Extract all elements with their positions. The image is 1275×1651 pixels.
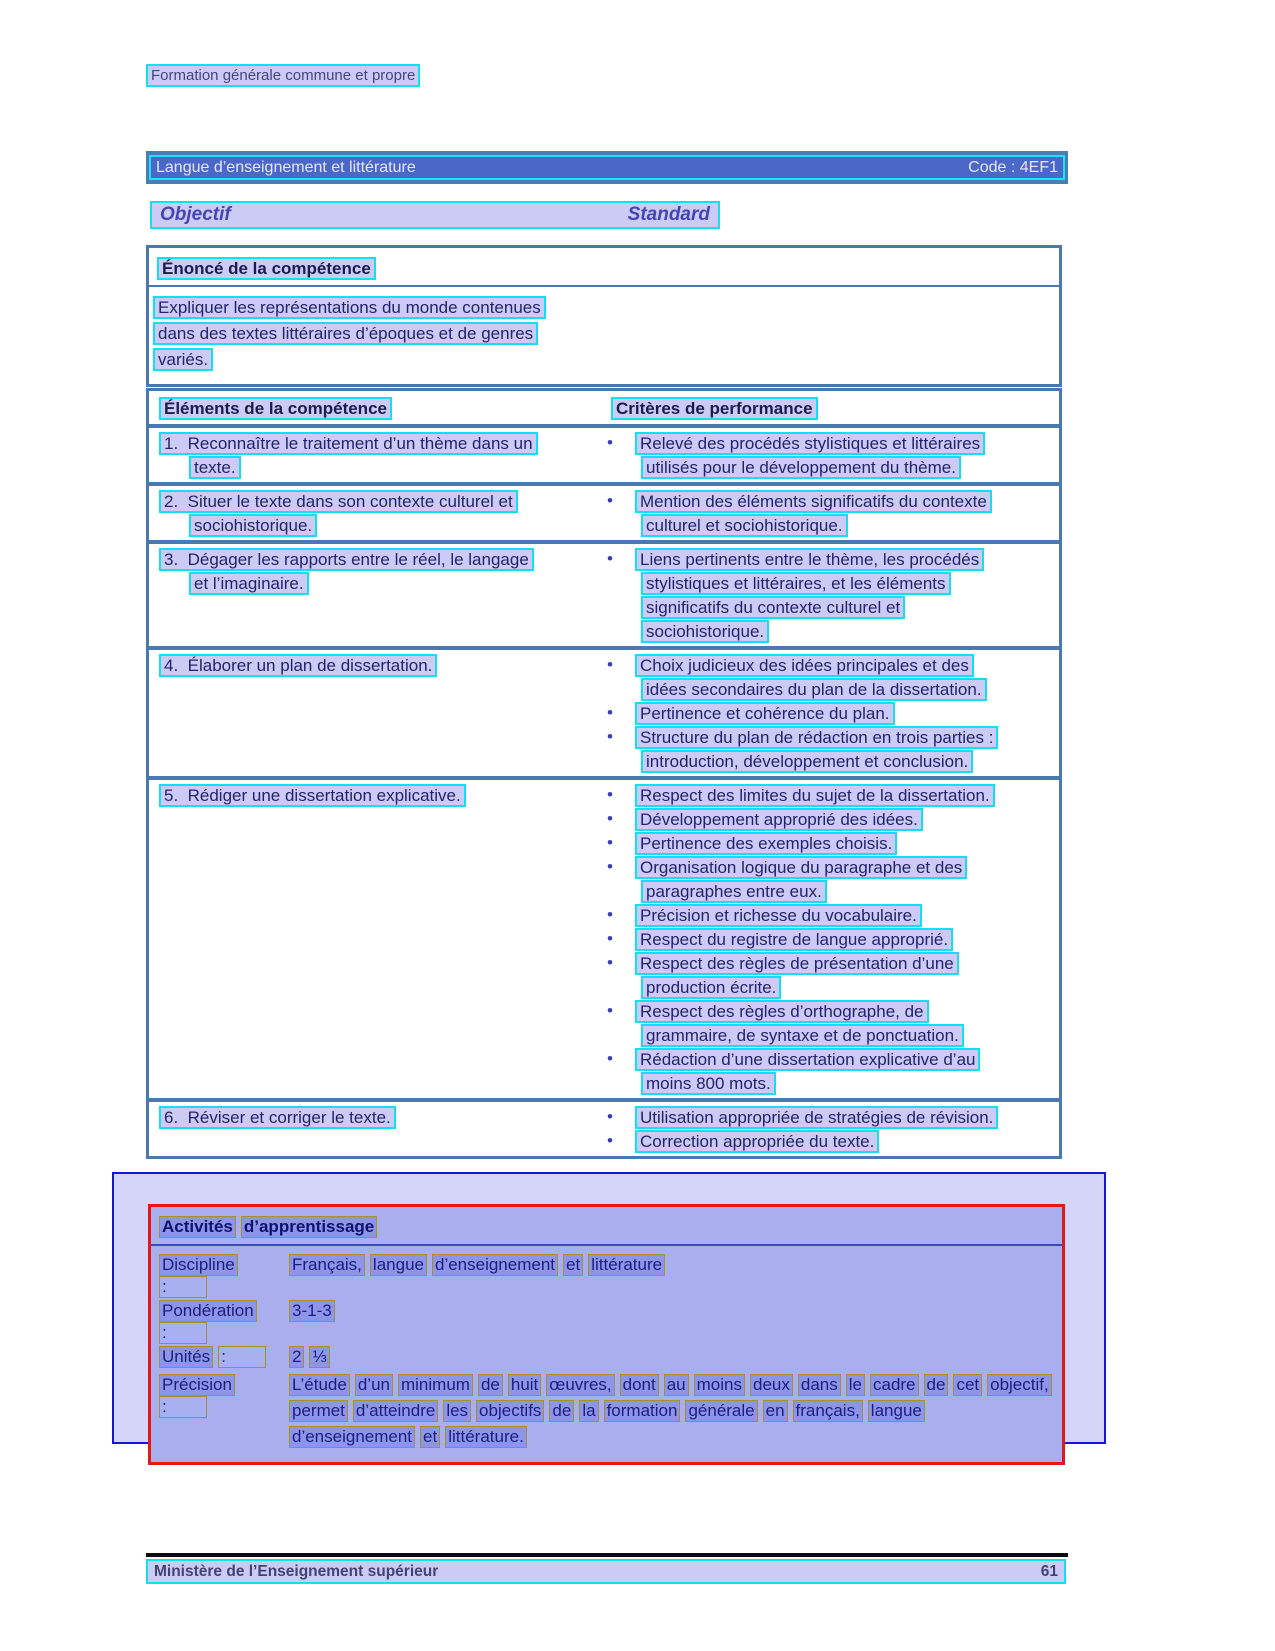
word-box: générale xyxy=(685,1400,757,1422)
word-box: littérature. xyxy=(445,1426,527,1448)
word-box: formation xyxy=(604,1400,681,1422)
bullet-marker: • xyxy=(607,433,613,452)
criterion-line xyxy=(601,548,1059,571)
highlight-box: Correction appropriée du texte. xyxy=(635,1130,879,1153)
bullet-marker: • xyxy=(607,857,613,876)
word-box: objectif, xyxy=(987,1374,1052,1396)
col2-header-cell xyxy=(611,397,1059,420)
criterion-line xyxy=(601,1130,1059,1153)
word-box: permet xyxy=(289,1400,348,1422)
highlight-box: Respect des règles d’orthographe, de xyxy=(635,1000,929,1023)
activity-label: Pondération xyxy=(159,1300,257,1322)
word-box: 2 xyxy=(289,1346,304,1368)
enonce-line xyxy=(153,322,1059,345)
highlight-box: paragraphes entre eux. xyxy=(641,880,827,903)
bullet-marker: • xyxy=(607,1049,613,1068)
activity-label-cell xyxy=(159,1254,289,1298)
criterion-line xyxy=(601,1000,1059,1023)
highlight-box: variés. xyxy=(153,348,213,371)
activity-label-cell xyxy=(159,1300,289,1344)
highlight-box: Développement approprié des idées. xyxy=(635,808,923,831)
table-row xyxy=(149,428,1059,482)
word-box: L’étude xyxy=(289,1374,350,1396)
word-box: d’un xyxy=(355,1374,393,1396)
highlight-box: introduction, développement et conclusion. xyxy=(641,750,973,773)
enonce-line xyxy=(153,348,1059,371)
criterion-line xyxy=(601,1048,1059,1071)
element-line xyxy=(159,654,601,677)
criterion-line xyxy=(601,832,1059,855)
word-box: 3-1-3 xyxy=(289,1300,335,1322)
word-box: de xyxy=(924,1374,949,1396)
activity-colon: : xyxy=(218,1346,266,1368)
highlight-box: culturel et sociohistorique. xyxy=(641,514,848,537)
word-box: de xyxy=(549,1400,574,1422)
highlight-box: Pertinence et cohérence du plan. xyxy=(635,702,895,725)
row-left-cell xyxy=(149,784,601,1096)
word-box: langue xyxy=(868,1400,925,1422)
highlight-box: 6. Réviser et corriger le texte. xyxy=(159,1106,396,1129)
activities-row xyxy=(159,1346,1062,1372)
highlight-box: 2. Situer le texte dans son contexte culturel et xyxy=(159,490,518,513)
activities-separator xyxy=(151,1244,1062,1246)
activity-colon: : xyxy=(159,1276,207,1298)
element-line xyxy=(159,490,601,513)
highlight-box: idées secondaires du plan de la dissertation. xyxy=(641,678,987,701)
highlight-box: utilisés pour le développement du thème. xyxy=(641,456,961,479)
word-box: moins xyxy=(694,1374,745,1396)
value-line xyxy=(289,1426,1062,1448)
highlight-box: Rédaction d’une dissertation explicative d’au xyxy=(635,1048,980,1071)
table-row xyxy=(149,650,1059,776)
table-row xyxy=(149,486,1059,540)
bullet-marker: • xyxy=(607,809,613,828)
highlight-box: significatifs du contexte culturel et xyxy=(641,596,905,619)
col2-header: Critères de performance xyxy=(611,397,818,420)
word-box: objectifs xyxy=(476,1400,544,1422)
enonce-body xyxy=(149,287,1059,384)
standard-label: Standard xyxy=(627,204,710,225)
criterion-line xyxy=(601,1106,1059,1129)
title-bar xyxy=(146,151,1068,184)
value-line xyxy=(289,1374,1062,1396)
row-right-cell xyxy=(601,432,1059,480)
bullet-marker: • xyxy=(607,785,613,804)
activity-value-cell xyxy=(289,1374,1062,1452)
highlight-box: Choix judicieux des idées principales et des xyxy=(635,654,974,677)
enonce-header: Énoncé de la compétence xyxy=(157,257,376,280)
value-line xyxy=(289,1400,1062,1422)
criterion-line xyxy=(601,514,1059,537)
word-box: au xyxy=(664,1374,689,1396)
activities-box xyxy=(148,1204,1065,1465)
highlight-box: texte. xyxy=(189,456,241,479)
bullet-marker: • xyxy=(607,929,613,948)
highlight-box: Respect du registre de langue approprié. xyxy=(635,928,953,951)
element-line xyxy=(159,432,601,455)
activity-value-cell xyxy=(289,1300,1062,1344)
criterion-line xyxy=(601,1072,1059,1095)
criterion-line xyxy=(601,808,1059,831)
bullet-marker: • xyxy=(607,703,613,722)
word-box: en xyxy=(763,1400,788,1422)
activity-label: Précision xyxy=(159,1374,235,1396)
row-right-cell xyxy=(601,784,1059,1096)
criterion-line xyxy=(601,702,1059,725)
row-right-cell xyxy=(601,490,1059,538)
highlight-box: Organisation logique du paragraphe et des xyxy=(635,856,967,879)
competence-table xyxy=(146,388,1062,1159)
criterion-line xyxy=(601,880,1059,903)
word-box: d’atteindre xyxy=(353,1400,438,1422)
highlight-box: production écrite. xyxy=(641,976,781,999)
highlight-box: Expliquer les représentations du monde contenues xyxy=(153,296,546,319)
highlight-box: stylistiques et littéraires, et les éléments xyxy=(641,572,951,595)
element-line xyxy=(159,784,601,807)
row-left-cell xyxy=(149,432,601,480)
activity-label-cell xyxy=(159,1374,289,1452)
word-box: deux xyxy=(750,1374,793,1396)
highlight-box: et l’imaginaire. xyxy=(189,572,309,595)
word-box: ⅓ xyxy=(309,1346,329,1368)
word-box: dans xyxy=(798,1374,841,1396)
bullet-marker: • xyxy=(607,905,613,924)
word-box: langue xyxy=(370,1254,427,1276)
highlight-box: moins 800 mots. xyxy=(641,1072,776,1095)
activity-value-cell xyxy=(289,1254,1062,1298)
criterion-line xyxy=(601,490,1059,513)
highlight-box: Précision et richesse du vocabulaire. xyxy=(635,904,922,927)
criterion-line xyxy=(601,784,1059,807)
document-code: Code : 4EF1 xyxy=(968,158,1058,176)
element-line xyxy=(159,548,601,571)
activity-label-cell xyxy=(159,1346,289,1372)
bullet-marker: • xyxy=(607,1107,613,1126)
value-line xyxy=(289,1254,1062,1276)
footer-rule xyxy=(146,1553,1068,1557)
criterion-line xyxy=(601,750,1059,773)
highlight-box: Structure du plan de rédaction en trois parties : xyxy=(635,726,998,749)
value-line xyxy=(289,1346,1062,1368)
criterion-line xyxy=(601,952,1059,975)
criterion-line xyxy=(601,1024,1059,1047)
criterion-line xyxy=(601,432,1059,455)
criterion-line xyxy=(601,596,1059,619)
activity-value-cell xyxy=(289,1346,1062,1372)
word-box: la xyxy=(579,1400,598,1422)
enonce-box xyxy=(146,245,1062,387)
criterion-line xyxy=(601,654,1059,677)
bullet-marker: • xyxy=(607,1001,613,1020)
word-box: minimum xyxy=(398,1374,473,1396)
activities-row xyxy=(159,1300,1062,1344)
criterion-line xyxy=(601,678,1059,701)
row-left-cell xyxy=(149,1106,601,1154)
element-line xyxy=(189,572,601,595)
row-left-cell xyxy=(149,654,601,774)
footer-page-number: 61 xyxy=(1040,1562,1058,1580)
highlight-box: sociohistorique. xyxy=(189,514,317,537)
document-title: Langue d’enseignement et littérature xyxy=(156,158,416,176)
bullet-marker: • xyxy=(607,549,613,568)
word-box: littérature xyxy=(588,1254,665,1276)
running-header xyxy=(146,64,420,87)
footer-ministry: Ministère de l’Enseignement supérieur xyxy=(154,1562,439,1580)
row-right-cell xyxy=(601,654,1059,774)
word-box: d’enseignement xyxy=(432,1254,558,1276)
element-line xyxy=(189,456,601,479)
table-row xyxy=(149,1102,1059,1156)
criterion-line xyxy=(601,620,1059,643)
table-row xyxy=(149,544,1059,646)
element-line xyxy=(189,514,601,537)
bullet-marker: • xyxy=(607,1131,613,1150)
col1-header: Éléments de la compétence xyxy=(159,397,392,420)
row-right-cell xyxy=(601,548,1059,644)
word-box: et xyxy=(420,1426,440,1448)
highlight-box: Respect des règles de présentation d’une xyxy=(635,952,959,975)
activity-colon: : xyxy=(159,1322,207,1344)
word-box: œuvres, xyxy=(546,1374,614,1396)
word-box: dont xyxy=(620,1374,659,1396)
highlight-box: Relevé des procédés stylistiques et littéraires xyxy=(635,432,985,455)
objectif-standard-row xyxy=(150,201,720,229)
value-line xyxy=(289,1300,1062,1322)
activities-header-word: d’apprentissage xyxy=(241,1216,377,1238)
word-box: français, xyxy=(793,1400,863,1422)
row-right-cell xyxy=(601,1106,1059,1154)
word-box: de xyxy=(478,1374,503,1396)
enonce-header-row xyxy=(149,248,1059,285)
enonce-line xyxy=(153,296,1059,319)
highlight-box: Respect des limites du sujet de la dissertation. xyxy=(635,784,995,807)
word-box: les xyxy=(443,1400,471,1422)
bullet-marker: • xyxy=(607,655,613,674)
col1-header-cell xyxy=(159,397,611,420)
criterion-line xyxy=(601,572,1059,595)
activities-header xyxy=(151,1207,1062,1242)
word-box: et xyxy=(563,1254,583,1276)
highlight-box: 3. Dégager les rapports entre le réel, le langage xyxy=(159,548,534,571)
word-box: le xyxy=(846,1374,865,1396)
highlight-box: Pertinence des exemples choisis. xyxy=(635,832,897,855)
title-bar-highlight xyxy=(149,155,1065,180)
bullet-marker: • xyxy=(607,727,613,746)
bullet-marker: • xyxy=(607,491,613,510)
word-box: cet xyxy=(953,1374,982,1396)
element-line xyxy=(159,1106,601,1129)
row-left-cell xyxy=(149,490,601,538)
activities-row xyxy=(159,1374,1062,1452)
activity-label: Unités xyxy=(159,1346,213,1368)
highlight-box: 4. Élaborer un plan de dissertation. xyxy=(159,654,437,677)
table-rows xyxy=(149,424,1059,1156)
highlight-box: 5. Rédiger une dissertation explicative. xyxy=(159,784,466,807)
criterion-line xyxy=(601,976,1059,999)
bullet-marker: • xyxy=(607,953,613,972)
word-box: d’enseignement xyxy=(289,1426,415,1448)
criterion-line xyxy=(601,904,1059,927)
criterion-line xyxy=(601,726,1059,749)
table-row xyxy=(149,780,1059,1098)
activities-rows xyxy=(151,1254,1062,1452)
running-header-text: Formation générale commune et propre xyxy=(146,64,420,87)
activities-row xyxy=(159,1254,1062,1298)
activity-label: Discipline xyxy=(159,1254,238,1276)
objectif-label: Objectif xyxy=(160,204,231,225)
highlight-box: Mention des éléments significatifs du contexte xyxy=(635,490,992,513)
activity-colon: : xyxy=(159,1396,207,1418)
table-header-row xyxy=(149,391,1059,424)
highlight-box: 1. Reconnaître le traitement d’un thème dans un xyxy=(159,432,538,455)
highlight-box: dans des textes littéraires d’époques et de genres xyxy=(153,322,538,345)
activities-header-word: Activités xyxy=(159,1216,236,1238)
criterion-line xyxy=(601,456,1059,479)
highlight-box: Utilisation appropriée de stratégies de révision. xyxy=(635,1106,998,1129)
footer-bar xyxy=(146,1559,1066,1584)
highlight-box: sociohistorique. xyxy=(641,620,769,643)
criterion-line xyxy=(601,856,1059,879)
highlight-box: Liens pertinents entre le thème, les procédés xyxy=(635,548,984,571)
highlight-box: grammaire, de syntaxe et de ponctuation. xyxy=(641,1024,964,1047)
word-box: cadre xyxy=(870,1374,919,1396)
row-left-cell xyxy=(149,548,601,644)
bullet-marker: • xyxy=(607,833,613,852)
criterion-line xyxy=(601,928,1059,951)
word-box: Français, xyxy=(289,1254,365,1276)
word-box: huit xyxy=(508,1374,541,1396)
